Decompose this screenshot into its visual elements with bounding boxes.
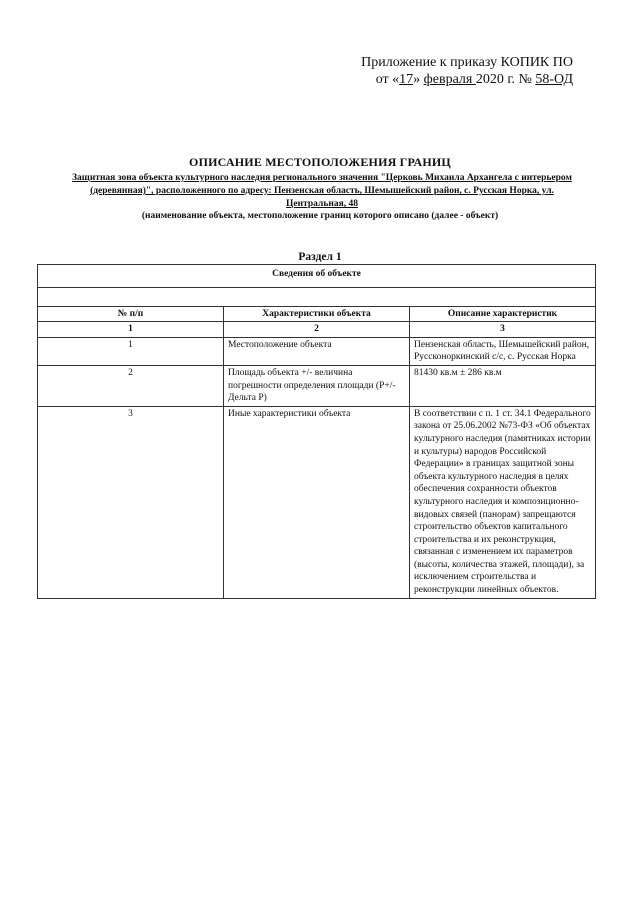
object-info-table (37, 264, 596, 599)
table-row (38, 365, 596, 406)
row-description: 81430 кв.м ± 286 кв.м (410, 365, 596, 406)
document-note: (наименование объекта, местоположение границ которого описано (далее - объект) (141, 211, 499, 221)
appendix-header (273, 54, 573, 88)
document-subtitle: Защитная зона объекта культурного наследия регионального значения "Церковь Михаила Архангела с интерьером (деревянная)", расположенного по адресу: Пензенская область, Шемышейский район, с. Русская Норка, ул. Центральная, 48 (72, 173, 572, 209)
row-number: 1 (38, 337, 224, 365)
row-description: Пензенская область, Шемышейский район, Руссконоркинский с/с, с. Русская Норка (410, 337, 596, 365)
appendix-month: февраля (423, 72, 476, 87)
appendix-day: 17 (399, 72, 414, 87)
col-number-3: 3 (410, 322, 596, 338)
row-characteristic: Площадь объекта +/- величина погрешности определения площади (Р+/- Дельта Р) (224, 365, 410, 406)
col-header-number: № п/п (38, 306, 224, 322)
row-number: 3 (38, 406, 224, 598)
row-characteristic: Местоположение объекта (224, 337, 410, 365)
appendix-line2 (273, 71, 573, 88)
table-caption: Сведения об объекте (38, 265, 596, 288)
col-number-2: 2 (224, 322, 410, 338)
appendix-year: 2020 г. № (475, 72, 536, 87)
row-description: В соответствии с п. 1 ст. 34.1 Федерального закона от 25.06.2002 №73-ФЗ «Об объектах культурного наследия (памятниках истории и культуры) народов Российской Федерации» в границах защитной зоны объекта культурного наследия в целях обеспечения сохранности объектов культурного наследия и композиционно-видовых связей (панорам) запрещаются строительство объектов капитального строительства и их реконструкция, связанная с изменением их параметров (высоты, количества этажей, площади), за исключением строительства и реконструкции линейных объектов. (410, 406, 596, 598)
row-number: 2 (38, 365, 224, 406)
row-characteristic: Иные характеристики объекта (224, 406, 410, 598)
table-row (38, 337, 596, 365)
col-number-1: 1 (38, 322, 224, 338)
document-title: ОПИСАНИЕ МЕСТОПОЛОЖЕНИЯ ГРАНИЦ (189, 155, 451, 169)
table-empty-row (38, 287, 596, 306)
appendix-prefix: от « (375, 72, 400, 87)
appendix-number: 58-ОД (535, 72, 573, 87)
table-row (38, 406, 596, 598)
col-header-description: Описание характеристик (410, 306, 596, 322)
appendix-mid: » (413, 72, 424, 87)
section-title: Раздел 1 (298, 251, 342, 263)
appendix-line1: Приложение к приказу КОПИК ПО (361, 55, 573, 70)
col-header-characteristic: Характеристики объекта (224, 306, 410, 322)
